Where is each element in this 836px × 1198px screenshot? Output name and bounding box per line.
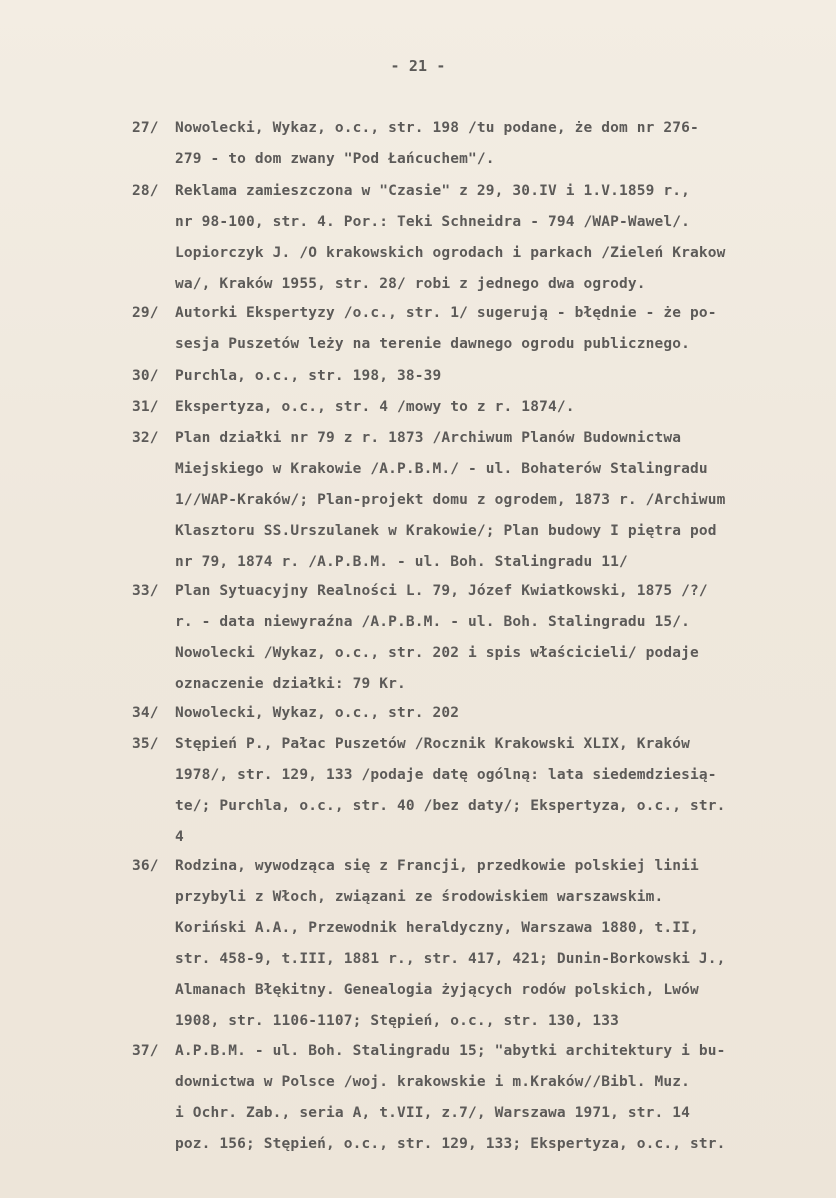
footnote-line: str. 458-9, t.III, 1881 r., str. 417, 421; Dunin-Borkowski J.,	[175, 951, 726, 967]
footnote-text	[175, 698, 820, 729]
footnote-line: Nowolecki, Wykaz, o.c., str. 198 /tu podane, że dom nr 276-	[175, 120, 699, 136]
footnote-line: te/; Purchla, o.c., str. 40 /bez daty/; Ekspertyza, o.c., str.	[175, 798, 726, 814]
footnote-line: Plan działki nr 79 z r. 1873 /Archiwum Planów Budownictwa	[175, 430, 682, 446]
footnote-line: Ekspertyza, o.c., str. 4 /mowy to z r. 1874/.	[175, 399, 575, 415]
footnote-line: Miejskiego w Krakowie /A.P.B.M./ - ul. Bohaterów Stalingradu	[175, 461, 708, 477]
footnote-line: Nowolecki /Wykaz, o.c., str. 202 i spis właścicieli/ podaje	[175, 645, 699, 661]
footnote-number: 35/	[132, 736, 159, 752]
footnote-number: 31/	[132, 399, 159, 415]
footnote-number: 27/	[132, 120, 159, 136]
footnote-line: A.P.B.M. - ul. Boh. Stalingradu 15; "abytki architektury i bu-	[175, 1043, 726, 1059]
footnote-text	[175, 298, 820, 360]
footnote-line: downictwa w Polsce /woj. krakowskie i m.Kraków//Bibl. Muz.	[175, 1074, 691, 1090]
footnote-line: Rodzina, wywodząca się z Francji, przedkowie polskiej linii	[175, 858, 699, 874]
footnote-text	[175, 176, 820, 300]
footnote-number: 30/	[132, 368, 159, 384]
footnote-line: 1//WAP-Kraków/; Plan-projekt domu z ogrodem, 1873 r. /Archiwum	[175, 492, 726, 508]
footnote-text	[175, 729, 820, 853]
footnote-number: 29/	[132, 305, 159, 321]
footnote-line: 1978/, str. 129, 133 /podaje datę ogólną: lata siedemdziesią-	[175, 767, 717, 783]
footnote-line: 4	[175, 829, 184, 845]
footnote-text	[175, 113, 820, 175]
footnote-text	[175, 576, 820, 700]
page-number: - 21 -	[390, 57, 446, 75]
footnote-number: 37/	[132, 1043, 159, 1059]
footnote-line: nr 98-100, str. 4. Por.: Teki Schneidra - 794 /WAP-Wawel/.	[175, 214, 691, 230]
footnote-number: 28/	[132, 183, 159, 199]
footnote-text	[175, 392, 820, 423]
footnote-line: wa/, Kraków 1955, str. 28/ robi z jednego dwa ogrody.	[175, 276, 646, 292]
footnote-line: Klasztoru SS.Urszulanek w Krakowie/; Plan budowy I piętra pod	[175, 523, 717, 539]
footnote-text	[175, 1036, 820, 1160]
footnote-number: 33/	[132, 583, 159, 599]
footnote-line: i Ochr. Zab., seria A, t.VII, z.7/, Warszawa 1971, str. 14	[175, 1105, 691, 1121]
footnote-line: oznaczenie działki: 79 Kr.	[175, 676, 406, 692]
footnote-line: Nowolecki, Wykaz, o.c., str. 202	[175, 705, 460, 721]
footnote-number: 34/	[132, 705, 159, 721]
footnote-line: nr 79, 1874 r. /A.P.B.M. - ul. Boh. Stalingradu 11/	[175, 554, 628, 570]
footnote-line: Almanach Błękitny. Genealogia żyjących rodów polskich, Lwów	[175, 982, 699, 998]
footnote-line: r. - data niewyraźna /A.P.B.M. - ul. Boh. Stalingradu 15/.	[175, 614, 691, 630]
footnote-line: 279 - to dom zwany "Pod Łańcuchem"/.	[175, 151, 495, 167]
footnote-text	[175, 851, 820, 1037]
footnote-line: Stępień P., Pałac Puszetów /Rocznik Krakowski XLIX, Kraków	[175, 736, 691, 752]
footnote-line: Autorki Ekspertyzy /o.c., str. 1/ sugerują - błędnie - że po-	[175, 305, 717, 321]
footnote-line: Purchla, o.c., str. 198, 38-39	[175, 368, 442, 384]
footnote-line: Reklama zamieszczona w "Czasie" z 29, 30.IV i 1.V.1859 r.,	[175, 183, 691, 199]
footnote-line: Koriński A.A., Przewodnik heraldyczny, Warszawa 1880, t.II,	[175, 920, 699, 936]
footnote-number: 32/	[132, 430, 159, 446]
footnote-text	[175, 423, 820, 578]
footnote-text	[175, 361, 820, 392]
footnote-line: przybyli z Włoch, związani ze środowiskiem warszawskim.	[175, 889, 664, 905]
footnote-line: poz. 156; Stępień, o.c., str. 129, 133; Ekspertyza, o.c., str.	[175, 1136, 726, 1152]
footnote-line: 1908, str. 1106-1107; Stępień, o.c., str. 130, 133	[175, 1013, 619, 1029]
footnote-line: Plan Sytuacyjny Realności L. 79, Józef Kwiatkowski, 1875 /?/	[175, 583, 708, 599]
footnote-line: sesja Puszetów leży na terenie dawnego ogrodu publicznego.	[175, 336, 691, 352]
footnote-number: 36/	[132, 858, 159, 874]
footnote-line: Lopiorczyk J. /O krakowskich ogrodach i parkach /Zieleń Krakow	[175, 245, 726, 261]
